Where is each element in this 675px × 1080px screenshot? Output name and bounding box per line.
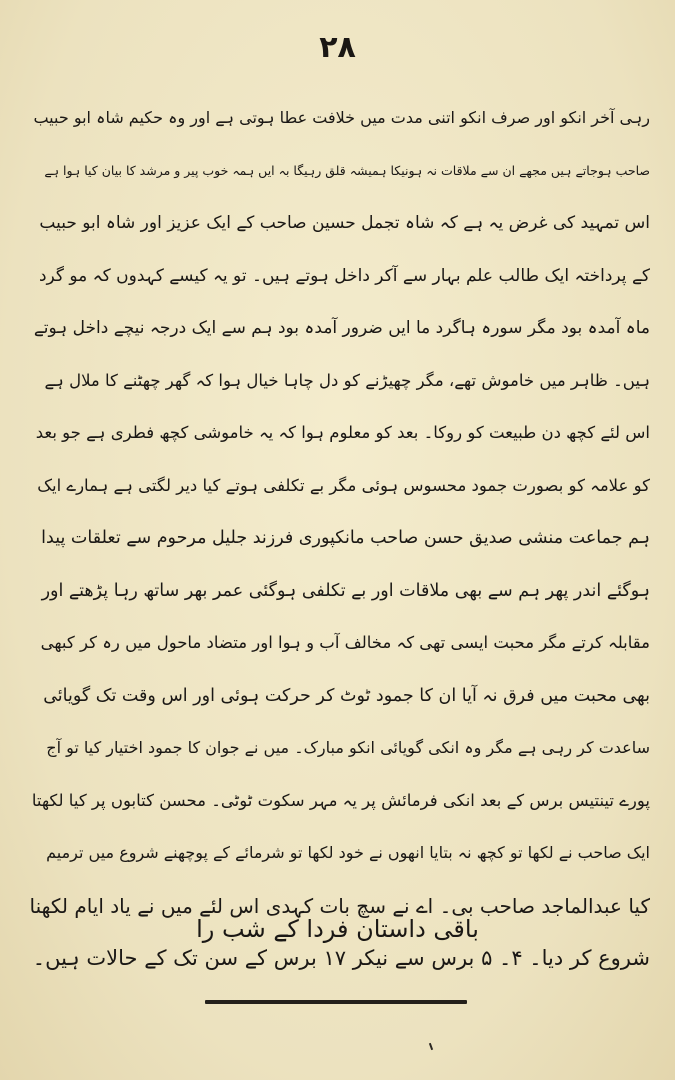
text-line-6: ہیں۔ ظاہر میں خاموش تھے، مگر چھیڑنے کو دل چاہا خیال ہوا کہ گھر چھٹنے کا ملال ہے — [44, 370, 650, 390]
ink-mark — [429, 1043, 433, 1050]
closing-line: باقی داستان فردا کے شب را — [196, 915, 479, 943]
text-line-10: ہوگئے اندر پھر ہم سے بھی ملاقات اور بے تکلفی ہوگئی عمر بھر ساتھ رہا پڑھتے اور — [41, 580, 650, 601]
text-line-3: اس تمہید کی غرض یہ ہے کہ شاہ تجمل حسین صاحب کے ایک عزیز اور شاہ ابو حبیب — [39, 213, 650, 233]
end-divider — [205, 1000, 467, 1004]
text-line-2: صاحب ہوجاتے ہیں مجھے ان سے ملاقات نہ ہونیکا ہمیشہ قلق رہیگا بہ ایں ہمہ خوب پیر و مرشد کا بیان کیا ہوا ہے — [44, 162, 650, 178]
text-line-15: ایک صاحب نے لکھا تو کچھ نہ بتایا انھوں نے خود لکھا تو شرمائے کے پوچھنے شروع میں ترمیم — [46, 843, 650, 862]
text-line-7: اس لئے کچھ دن طبیعت کو روکا۔ بعد کو معلوم ہوا کہ یہ خاموشی کچھ فطری ہے جو بعد — [35, 423, 650, 442]
text-line-12: بھی محبت میں فرق نہ آیا ان کا جمود ٹوٹ کر حرکت ہوئی اور اس وقت تک گویائی — [43, 685, 650, 706]
text-line-1: رہی آخر انکو اور صرف انکو اتنی مدت میں خلافت عطا ہوتی ہے اور وہ حکیم شاہ ابو حبیب — [33, 108, 650, 127]
text-line-9: ہم جماعت منشی صدیق حسن صاحب مانکپوری فرزند جلیل مرحوم سے تعلقات پیدا — [41, 528, 650, 548]
text-line-11: مقابلہ کرتے مگر محبت ایسی تھی کہ مخالف آب و ہوا اور متضاد ماحول میں رہ کر کبھی — [40, 633, 650, 652]
page-number: ۲۸ — [319, 30, 356, 65]
text-line-17: شروع کر دیا۔ ۴۔ ۵ برس سے نیکر ۱۷ برس کے سن تک کے حالات ہیں۔ — [32, 946, 650, 970]
text-line-14: پورے تینتیس برس کے بعد انکی فرمائش پر یہ مہر سکوت ٹوٹی۔ محسن کتابوں پر کیا لکھتا — [31, 790, 650, 810]
text-line-16: کیا عبدالماجد صاحب بی۔ اے نے سچ بات کہدی اس لئے میں نے یاد ایام لکھنا — [29, 893, 650, 918]
text-line-4: کے پرداختہ ایک طالب علم بہار سے آکر داخل ہوتے ہیں۔ تو یہ کیسے کہدوں کہ مو گرد — [38, 265, 650, 286]
text-line-13: ساعدت کر رہی ہے مگر وہ انکی گویائی انکو مبارک۔ میں نے جوان کا جمود اختیار کیا تو آج — [46, 738, 650, 757]
text-line-8: کو علامہ کو بصورت جمود محسوس ہوئی مگر بے تکلفی ہوتے کیا دیر لگتی ہے ہمارے ایک — [37, 475, 650, 495]
text-line-5: ماہ آمدہ بود مگر سورہ ہاگرد ما ایں ضرور آمدہ بود ہم سے ایک درجہ نیچے داخل ہوتے — [33, 318, 650, 338]
